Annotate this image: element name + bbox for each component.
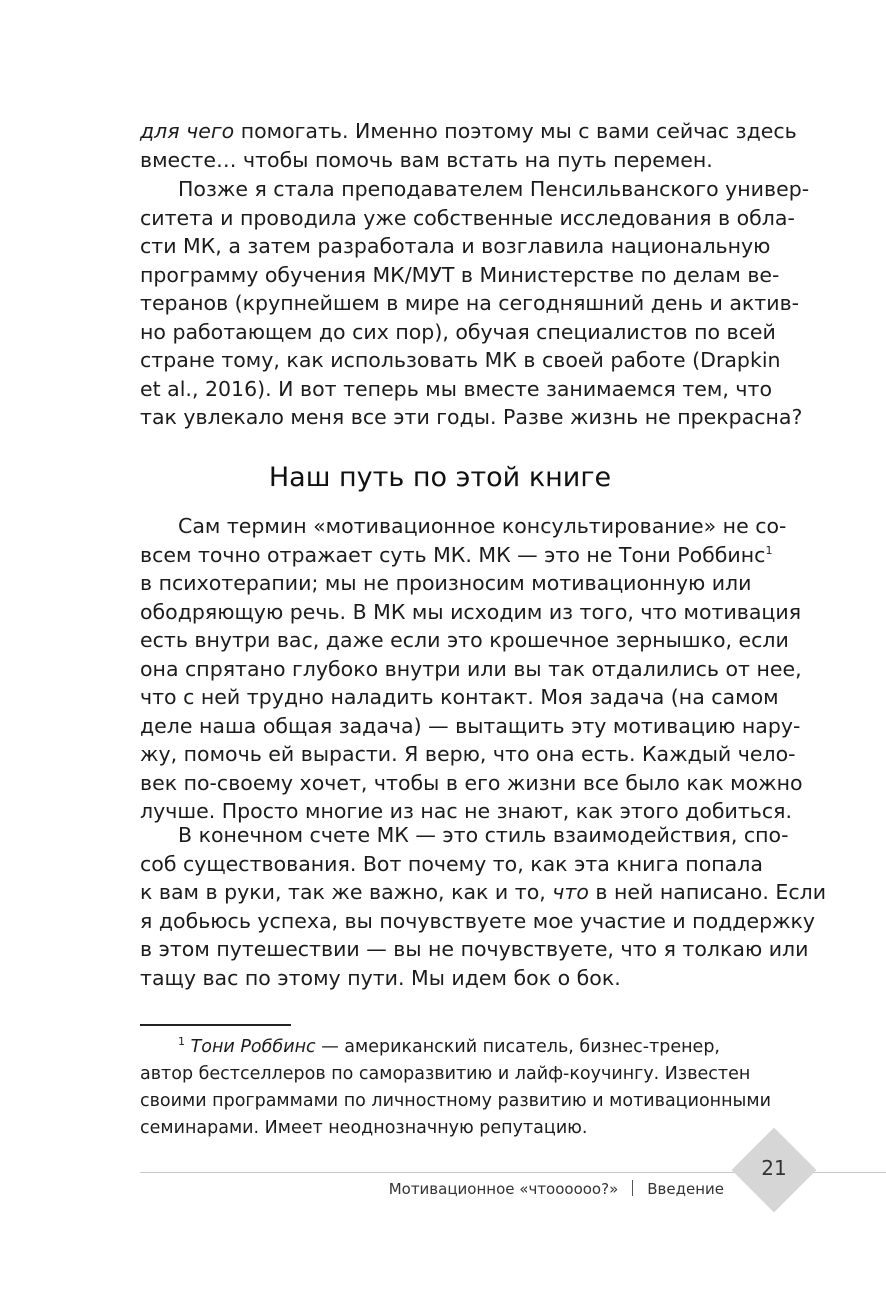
footnote-line: $^1$ Тони Роббинс — американский писатель, бизнес-тренер,	[178, 1035, 720, 1057]
page-number: 21	[761, 1156, 787, 1180]
text-line: деле наша общая задача) — вытащить эту мотивацию нару-	[140, 713, 801, 738]
text-line: жу, помочь ей вырасти. Я верю, что она есть. Каждый чело-	[140, 742, 796, 766]
running-footer	[389, 1180, 724, 1198]
text-line: сти МК, а затем разработала и возглавила национальную	[140, 234, 771, 258]
text-line: ситета и проводила уже собственные исследования в обла-	[140, 205, 795, 230]
text-line: в психотерапии; мы не произносим мотивационную или	[140, 571, 752, 595]
text-line: теранов (крупнейшем в мире на сегодняшний день и актив-	[140, 291, 800, 315]
text-line: для чего помогать. Именно поэтому мы с вами сейчас здесь	[140, 119, 797, 143]
text-line: соб существования. Вот почему то, как эта книга попала	[140, 851, 763, 876]
paragraph-mk-definition	[140, 512, 803, 826]
section-heading: Наш путь по этой книге	[268, 462, 612, 493]
text-line: стране тому, как использовать МК в своей работе (Drapkin	[140, 348, 781, 372]
text-line: век по-своему хочет, чтобы в его жизни все было как можно	[140, 770, 803, 795]
paragraph-career	[140, 175, 810, 432]
footnote-line: автор бестселлеров по саморазвитию и лайф-коучингу. Известен	[140, 1064, 751, 1084]
text-line: Сам термин «мотивационное консультирование» не со-	[178, 514, 787, 538]
paragraph-style	[140, 821, 827, 992]
text-line: так увлекало меня все эти годы. Разве жизнь не прекрасна?	[140, 405, 803, 429]
text-line: я добьюсь успеха, вы почувствуете мое участие и поддержку	[140, 908, 816, 933]
text-line: к вам в руки, так же важно, как и то, что в ней написано. Если	[140, 880, 827, 904]
footnote	[140, 1034, 771, 1142]
book-title: Мотивационное «чтоооооо?»	[388, 1180, 619, 1198]
text-line: В конечном счете МК — это стиль взаимодействия, спо-	[178, 823, 789, 847]
text-line: лучше. Просто многие из нас не знают, как этого добиться.	[140, 799, 792, 823]
text-line: et al., 2016). И вот теперь мы вместе занимаемся тем, что	[140, 376, 773, 401]
footnote-marker: 1	[178, 1035, 185, 1049]
text-line: вместе… чтобы помочь вам встать на путь перемен.	[140, 147, 713, 172]
text-line: всем точно отражает суть МК. МК — это не Тони Роббинс$^1$	[140, 542, 773, 567]
emphasis-text: для чего	[140, 119, 235, 143]
text-line: Позже я стала преподавателем Пенсильванского универ-	[178, 177, 810, 201]
text-line: программу обучения МК/МУТ в Министерстве по делам ве-	[140, 262, 780, 287]
text-line: в этом путешествии — вы не почувствуете, что я толкаю или	[140, 937, 809, 961]
text-line: она спрятано глубоко внутри или вы так отдалились от нее,	[140, 656, 802, 681]
paragraph-continuation	[140, 117, 797, 174]
footnote-line: семинарами. Имеет неоднозначную репутацию.	[140, 1118, 588, 1138]
footnote-line: своими программами по личностному развитию и мотивационными	[140, 1091, 771, 1111]
text-line: тащу вас по этому пути. Мы идем бок о бок.	[140, 965, 621, 990]
text-line: но работающем до сих пор), обучая специалистов по всей	[140, 319, 776, 344]
footnote-ref[interactable]: 1	[765, 543, 773, 557]
section-name: Введение	[647, 1180, 724, 1198]
text-line: есть внутри вас, даже если это крошечное зернышко, если	[140, 628, 789, 652]
text-line: ободряющую речь. В МК мы исходим из того, что мотивация	[140, 599, 802, 624]
footnote-divider	[140, 1024, 291, 1026]
text-line: что с ней трудно наладить контакт. Моя задача (на самом	[140, 685, 779, 709]
footer-separator	[632, 1180, 633, 1196]
footnote-name: Тони Роббинс	[190, 1037, 316, 1057]
emphasis-text: что	[552, 880, 589, 904]
